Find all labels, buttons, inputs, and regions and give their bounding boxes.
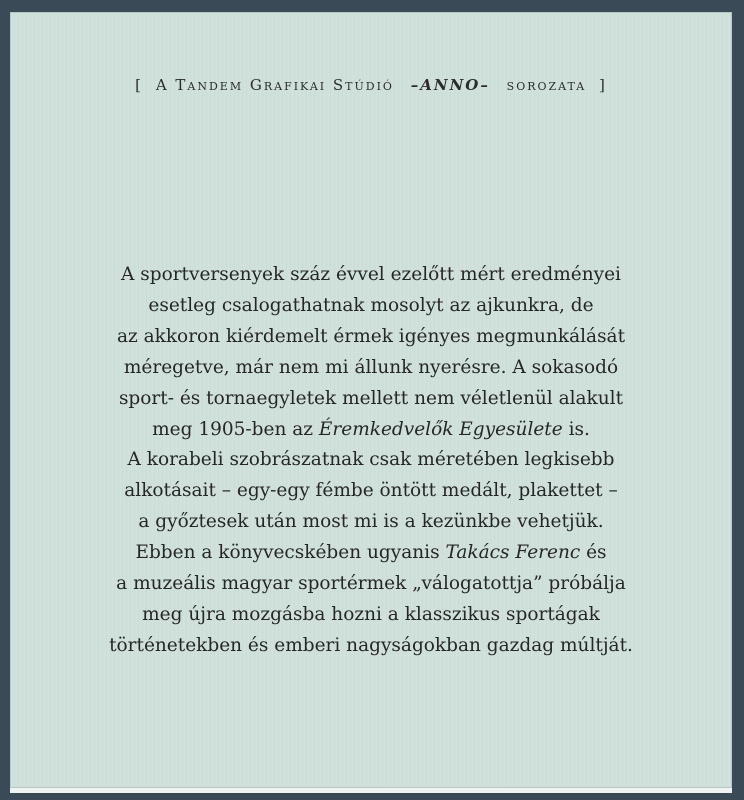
blurb-line	[60, 322, 682, 353]
text-run: méregetve, már nem mi állunk nyerésre. A sokasodó	[123, 356, 619, 378]
series-title	[10, 76, 732, 94]
blurb-line	[60, 384, 682, 415]
blurb-line	[60, 631, 682, 662]
series-suffix: sorozata	[506, 76, 587, 94]
text-run: esetleg csalogathatnak mosolyt az ajkunkra, de	[148, 294, 594, 316]
text-run: meg 1905-ben az	[152, 418, 319, 440]
text-run: alkotásait – egy-egy fémbe öntött medált, plakettet –	[124, 480, 618, 502]
text-run: A korabeli szobrászatnak csak méretében legkisebb	[127, 449, 615, 471]
text-run: A sportversenyek száz évvel ezelőtt mért eredményei	[121, 264, 621, 285]
blurb-line	[60, 476, 682, 507]
text-run: történetekben és emberi nagyságokban gazdag múltját.	[109, 634, 633, 656]
text-run: az akkoron kiérdemelt érmek igényes megmunkálását	[116, 325, 626, 347]
book-back-cover	[10, 12, 732, 788]
blurb-line	[60, 291, 682, 322]
text-run: meg újra mozgásba hozni a klasszikus sportágak	[142, 603, 600, 625]
text-run: a győztesek után most mi is a kezünkbe vehetjük.	[138, 511, 604, 533]
blurb-line	[60, 415, 682, 446]
blurb-line	[60, 600, 682, 631]
text-run: a muzeális magyar sportérmek „válogatottja” próbálja	[116, 573, 626, 595]
blurb-line	[60, 507, 682, 538]
text-run: és	[580, 542, 607, 564]
blurb-line	[60, 353, 682, 384]
italic-phrase: Éremkedvelők Egyesülete	[318, 418, 563, 440]
series-prefix: A Tandem Grafikai Stúdió	[155, 76, 394, 94]
blurb-line	[60, 538, 682, 569]
close-bracket: ]	[598, 76, 607, 94]
blurb-line	[60, 445, 682, 476]
open-bracket: [	[135, 76, 144, 94]
series-name: –ANNO–	[410, 76, 490, 94]
blurb-line	[60, 260, 682, 291]
blurb-line	[60, 569, 682, 600]
text-run: sport- és tornaegyletek mellett nem véletlenül alakult	[118, 387, 624, 409]
italic-phrase: Takács Ferenc	[445, 542, 581, 564]
page-edge	[10, 788, 732, 793]
blurb-text	[60, 260, 682, 662]
text-run: is.	[562, 418, 590, 440]
text-run: Ebben a könyvecskében ugyanis	[135, 542, 446, 564]
